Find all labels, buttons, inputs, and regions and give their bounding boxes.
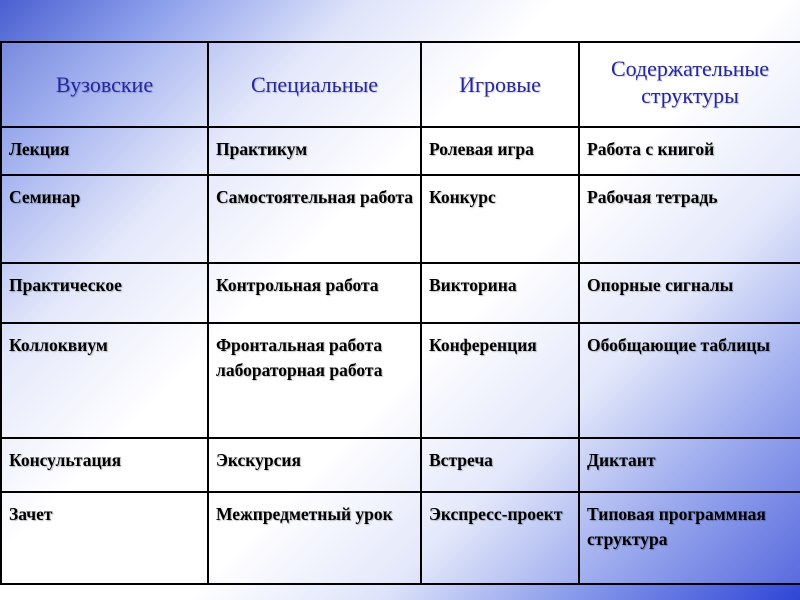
header-cell: Специальные [208,42,421,127]
table-cell: Экскурсия [208,438,421,492]
table-cell: Диктант [579,438,800,492]
table-cell: Встреча [421,438,579,492]
table-cell: Самостоятельная работа [208,175,421,263]
table-cell: Зачет [1,492,208,584]
table-row [1,175,800,263]
table-cell: Конкурс [421,175,579,263]
table-cell: Практическое [1,263,208,323]
table-cell: Консультация [1,438,208,492]
header-cell: Вузовские [1,42,208,127]
table-cell: Рабочая тетрадь [579,175,800,263]
table-cell: Межпредметный урок [208,492,421,584]
table-row [1,438,800,492]
header-cell: Игровые [421,42,579,127]
table-cell: Викторина [421,263,579,323]
table-row [1,127,800,175]
table-row [1,492,800,584]
table-cell: Экспресс-проект [421,492,579,584]
table-cell: Семинар [1,175,208,263]
table-cell: Обобщающие таблицы [579,323,800,438]
table-cell: Опорные сигналы [579,263,800,323]
table-row [1,323,800,438]
table-cell: Ролевая игра [421,127,579,175]
forms-table [0,41,800,585]
table-cell: Конференция [421,323,579,438]
table-cell: Лекция [1,127,208,175]
table-cell: Практикум [208,127,421,175]
table-cell: Фронтальная работа лабораторная работа [208,323,421,438]
header-cell: Содержательные структуры [579,42,800,127]
table-cell: Коллоквиум [1,323,208,438]
table-cell: Работа с книгой [579,127,800,175]
table-row [1,263,800,323]
table-cell: Контрольная работа [208,263,421,323]
table-header-row [1,42,800,127]
table-cell: Типовая программная структура [579,492,800,584]
